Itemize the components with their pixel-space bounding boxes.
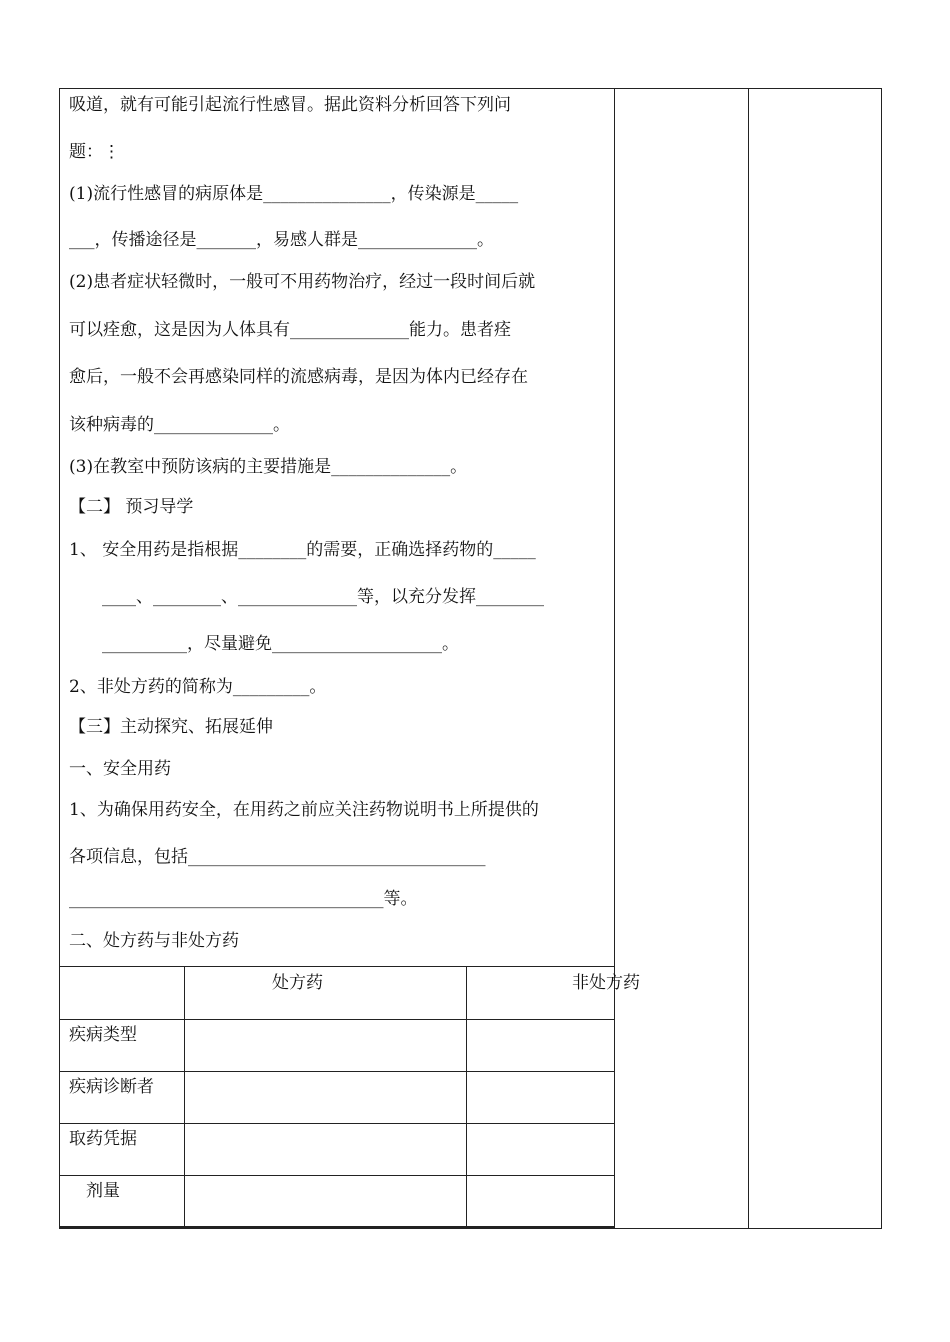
text-line: (2)患者症状轻微时，一般可不用药物治疗，经过一段时间后就	[69, 272, 536, 292]
table-header-otc-drug: 非处方药	[572, 973, 640, 993]
outer-frame-left	[59, 88, 60, 1229]
outer-frame-right	[881, 88, 882, 1229]
text-line: 吸道，就有可能引起流行性感冒。据此资料分析回答下列问	[69, 95, 511, 115]
table-top-border	[59, 966, 615, 967]
subsection-heading: 一、安全用药	[69, 759, 171, 779]
table-header-prescription-drug: 处方药	[272, 973, 323, 993]
text-line: ____、________、______________等，以充分发挥________	[102, 587, 544, 607]
outer-frame-top	[59, 88, 882, 89]
text-line: ___，传播途径是_______，易感人群是______________。	[69, 230, 494, 250]
table-row-label: 剂量	[86, 1181, 120, 1201]
text-line: 1、 安全用药是指根据________的需要，正确选择药物的_____	[69, 540, 536, 560]
text-line: 该种病毒的______________。	[69, 415, 290, 435]
text-line: (3)在教室中预防该病的主要措施是______________。	[69, 457, 468, 477]
table-col-border	[184, 966, 185, 1228]
text-line: (1)流行性感冒的病原体是_______________，传染源是_____	[69, 184, 519, 204]
outer-frame-bottom	[59, 1228, 882, 1229]
section-heading: 【二】 预习导学	[69, 497, 194, 517]
text-line: 2、非处方药的简称为_________。	[69, 677, 327, 697]
table-row-label: 疾病诊断者	[69, 1077, 154, 1097]
table-row-label: 疾病类型	[69, 1025, 137, 1045]
text-line: _____________________________________等。	[69, 889, 418, 909]
subsection-heading: 二、处方药与非处方药	[69, 931, 239, 951]
text-line: 可以痊愈，这是因为人体具有______________能力。患者痊	[69, 320, 511, 340]
section-heading: 【三】主动探究、拓展延伸	[69, 717, 273, 737]
table-bottom-border	[59, 1226, 615, 1228]
text-line: 题：⋮	[69, 142, 120, 162]
table-row-border	[59, 1175, 615, 1176]
outer-frame-divider-1	[614, 88, 615, 1229]
table-row-border	[59, 1019, 615, 1020]
text-line: __________，尽量避免____________________。	[102, 634, 459, 654]
table-row-border	[59, 1123, 615, 1124]
outer-frame-divider-2	[748, 88, 749, 1229]
text-line: 各项信息，包括___________________________________	[69, 847, 486, 867]
table-row-border	[59, 1071, 615, 1072]
table-col-border	[466, 966, 467, 1228]
table-row-label: 取药凭据	[69, 1129, 137, 1149]
text-line: 愈后，一般不会再感染同样的流感病毒，是因为体内已经存在	[69, 367, 528, 387]
text-line: 1、为确保用药安全，在用药之前应关注药物说明书上所提供的	[69, 800, 539, 820]
